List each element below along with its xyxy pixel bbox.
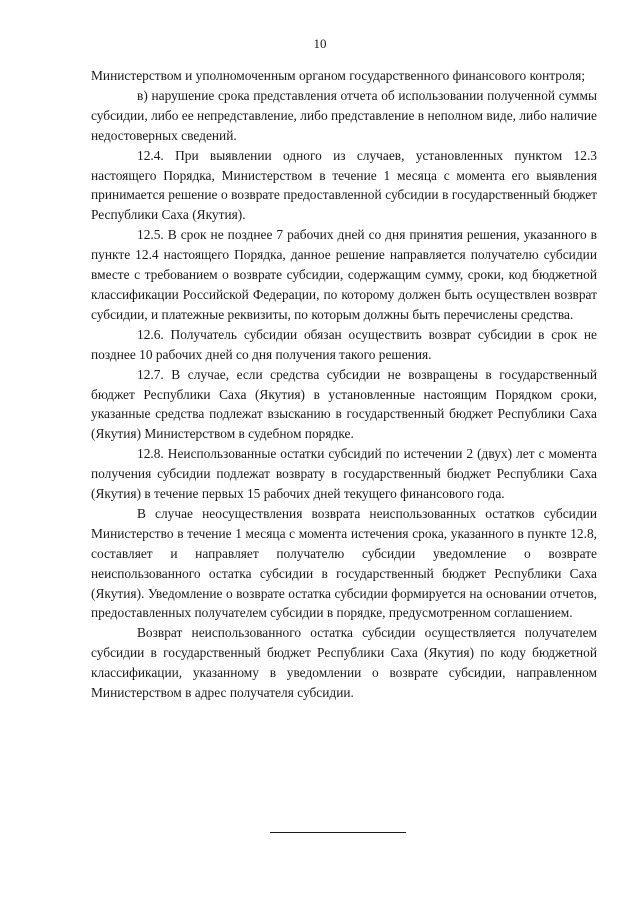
- document-body: [91, 66, 597, 703]
- page-number: 10: [313, 36, 327, 51]
- paragraph-notification: В случае неосуществления возврата неиспользованных остатков субсидии Министерство в течение 1 месяца с момента истечения срока, указанного в пункте 12.8, составляет и направляет получателю субсидии уведомление о возврате неиспользованного остатка субсидии в государственный бюджет Республики Саха (Якутия). Уведомление о возврате остатка субсидии формируется на основании отчетов, предоставленных получателем субсидии в порядке, предусмотренном соглашением.: [91, 505, 597, 621]
- paragraph-continuation: Министерством и уполномоченным органом государственного финансового контроля;: [91, 68, 586, 83]
- paragraph-12-6: 12.6. Получатель субсидии обязан осуществить возврат субсидии в срок не позднее 10 рабочих дней со дня получения такого решения.: [91, 326, 597, 362]
- paragraph-item-v: в) нарушение срока представления отчета об использовании полученной суммы субсидии, либо ее непредставление, либо представление в неполном виде, либо наличие недостоверных сведений.: [91, 87, 597, 143]
- paragraph-12-4: 12.4. При выявлении одного из случаев, установленных пунктом 12.3 настоящего Порядка, Министерством в течение 1 месяца с момента его выявления принимается решение о возврате предоставленной субсидии в государственный бюджет Республики Саха (Якутия).: [91, 147, 597, 223]
- paragraph-12-5: 12.5. В срок не позднее 7 рабочих дней со дня принятия решения, указанного в пункте 12.4 настоящего Порядка, данное решение направляется получателю субсидии вместе с требованием о возврате субсидии, содержащим сумму, сроки, код бюджетной классификации Российской Федерации, по которому должен быть осуществлен возврат субсидии, и платежные реквизиты, по которым должны быть перечислены средства.: [91, 227, 597, 322]
- end-divider: [270, 832, 406, 833]
- paragraph-12-7: 12.7. В случае, если средства субсидии не возвращены в государственный бюджет Республики Саха (Якутия) в установленные настоящим Порядком сроки, указанные средства подлежат взысканию в государственный бюджет Республики Саха (Якутия) Министерством в судебном порядке.: [91, 366, 597, 442]
- paragraph-12-8: 12.8. Неиспользованные остатки субсидий по истечении 2 (двух) лет с момента получения субсидии подлежат возврату в государственный бюджет Республики Саха (Якутия) в течение первых 15 рабочих дней текущего финансового года.: [91, 446, 597, 502]
- paragraph-return: Возврат неиспользованного остатка субсидии осуществляется получателем субсидии в государственный бюджет Республики Саха (Якутия) по коду бюджетной классификации, указанному в уведомлении о возврате субсидии, направленном Министерством в адрес получателя субсидии.: [91, 625, 597, 701]
